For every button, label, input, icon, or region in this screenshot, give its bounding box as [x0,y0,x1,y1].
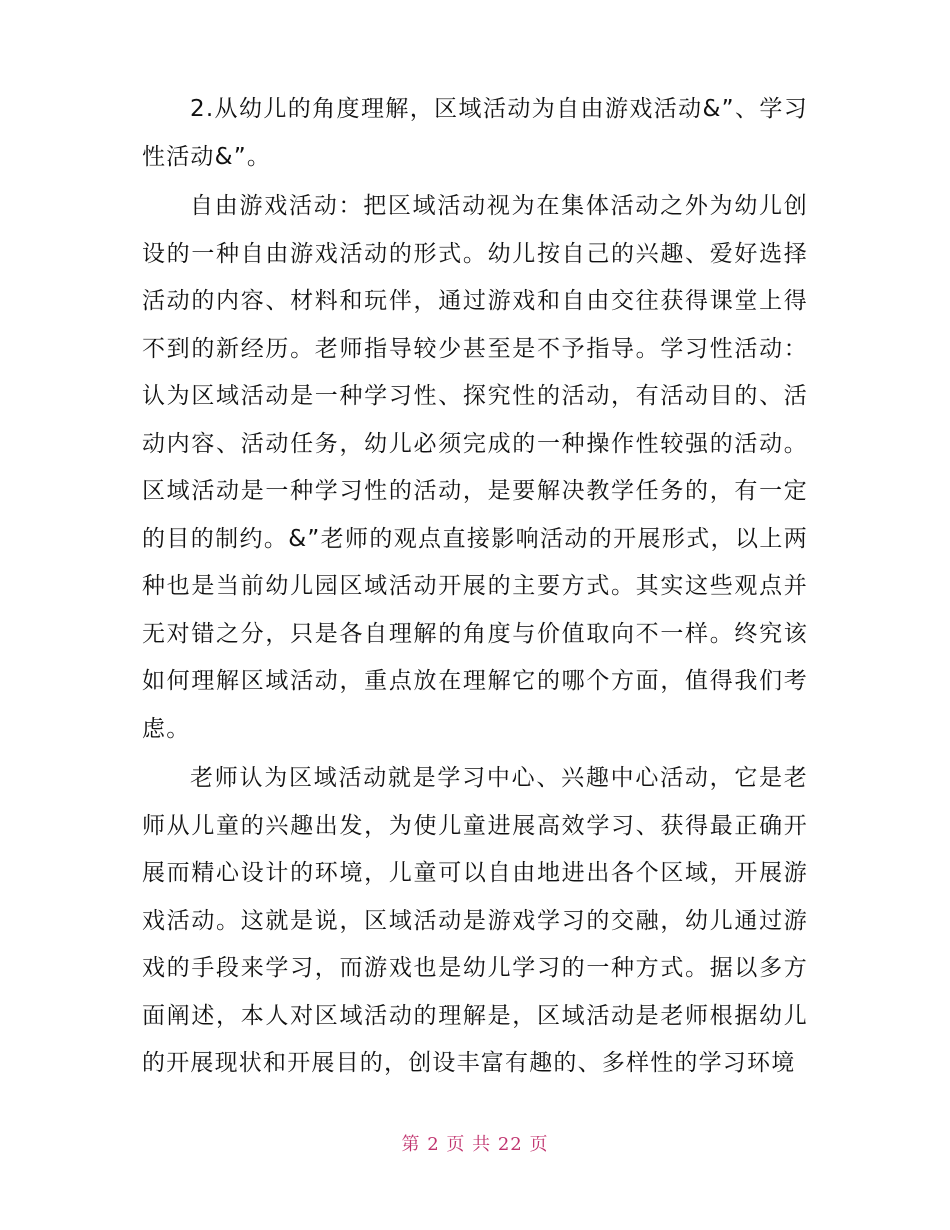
page-number-footer: 第 2 页 共 22 页 [401,1134,549,1155]
paragraph: 2.从幼儿的角度理解，区域活动为自由游戏活动&”、学习性活动&”。 [142,96,808,170]
document-body [142,86,808,1088]
paragraph: 自由游戏活动：把区域活动视为在集体活动之外为幼儿创设的一种自由游戏活动的形式。幼儿按自己的兴趣、爱好选择活动的内容、材料和玩伴，通过游戏和自由交往获得课堂上得不到的新经历。老师指导较少甚至是不予指导。学习性活动：认为区域活动是一种学习性、探究性的活动，有活动目的、活动内容、活动任务，幼儿必须完成的一种操作性较强的活动。区域活动是一种学习性的活动，是要解决教学任务的，有一定的目的制约。&”老师的观点直接影响活动的开展形式，以上两种也是当前幼儿园区域活动开展的主要方式。其实这些观点并无对错之分，只是各自理解的角度与价值取向不一样。终究该如何理解区域活动，重点放在理解它的哪个方面，值得我们考虑。 [142,193,808,742]
paragraph: 老师认为区域活动就是学习中心、兴趣中心活动，它是老师从儿童的兴趣出发，为使儿童进展高效学习、获得最正确开展而精心设计的环境，儿童可以自由地进出各个区域，开展游戏活动。这就是说，区域活动是游戏学习的交融，幼儿通过游戏的手段来学习，而游戏也是幼儿学习的一种方式。据以多方面阐述，本人对区域活动的理解是，区域活动是老师根据幼儿的开展现状和开展目的，创设丰富有趣的、多样性的学习环境 [142,765,808,1076]
